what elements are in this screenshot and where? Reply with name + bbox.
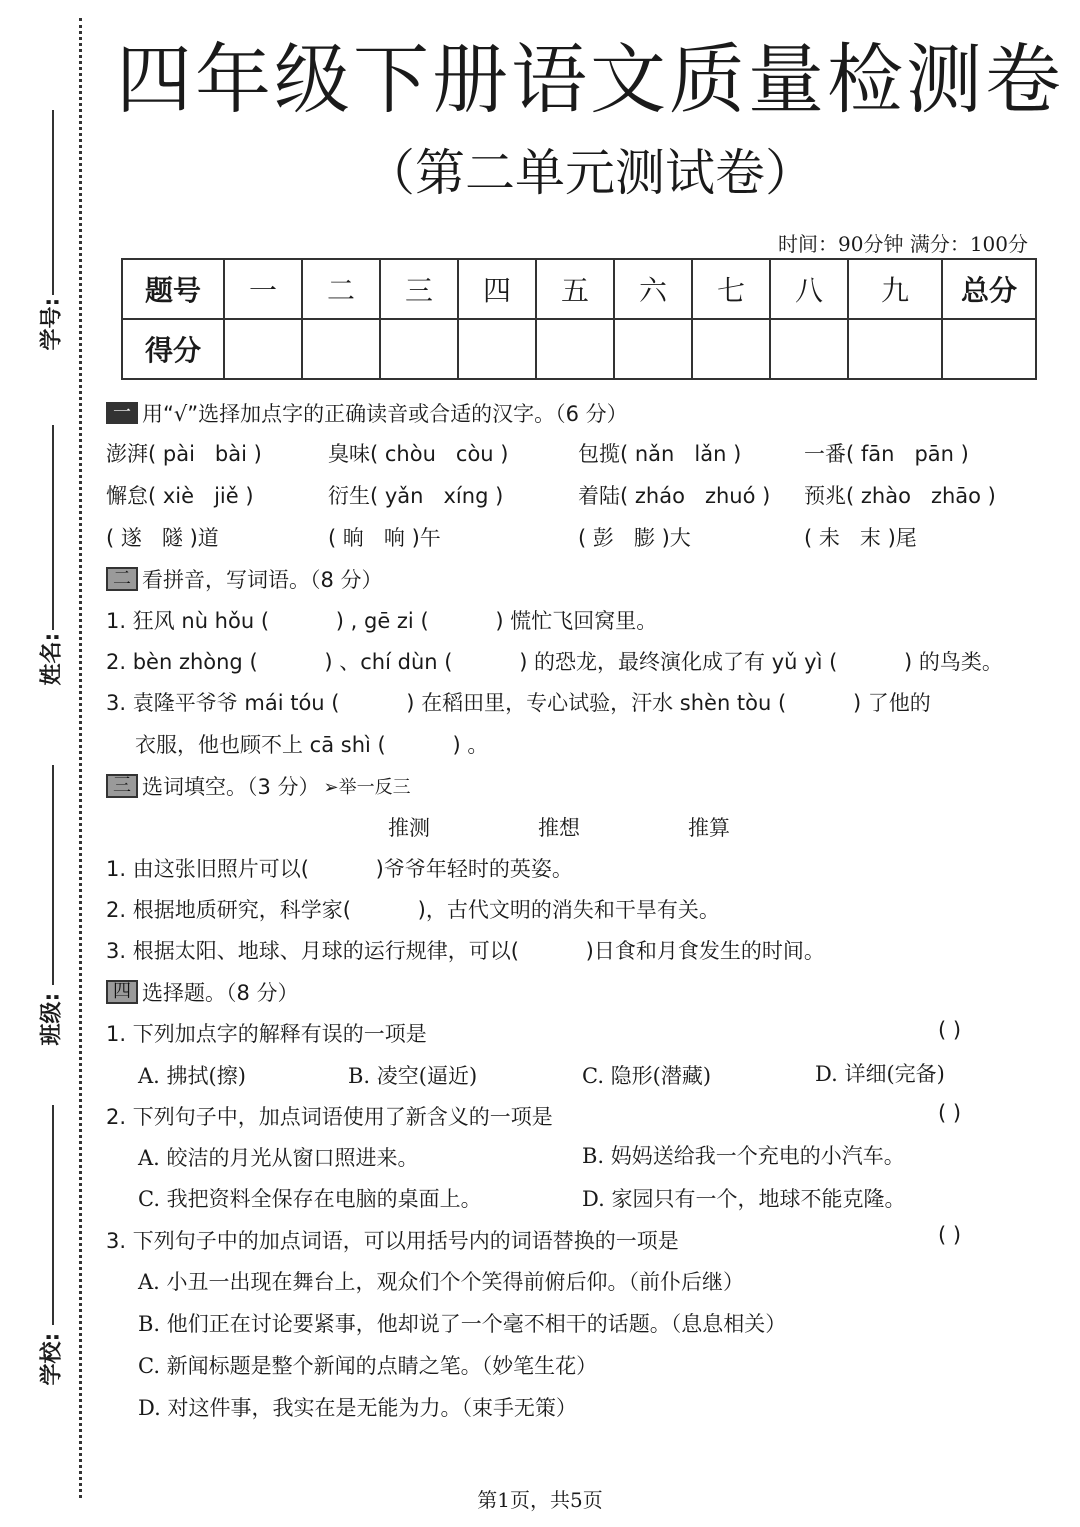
class-label: 班级: <box>39 992 65 1046</box>
question-line[interactable]: 2. bèn zhòng ( ) 、chí dùn ( ) 的恐龙，最终演化成了有 yǔ yì ( ) 的鸟类。 <box>106 650 1003 674</box>
list-item: 懈怠( xiè jiě ) <box>106 484 254 508</box>
option-item: A. 拂拭(擦) <box>138 1064 246 1088</box>
table-cell: 五 <box>536 259 614 319</box>
answer-paren[interactable]: ( ) <box>938 1018 962 1042</box>
table-cell: 二 <box>302 259 380 319</box>
question-stem: 3. 下列句子中的加点词语，可以用括号内的词语替换的一项是 <box>106 1229 679 1253</box>
list-item: ( 彭 膨 )大 <box>578 526 691 550</box>
table-cell: 总分 <box>942 259 1036 319</box>
binding-dotted-line <box>79 18 82 1498</box>
option-item: A. 皎洁的月光从窗口照进来。 <box>138 1146 419 1170</box>
section-3-header <box>106 771 411 801</box>
table-cell: 三 <box>380 259 458 319</box>
table-cell: 得分 <box>122 319 224 379</box>
list-item: ( 遂 隧 )道 <box>106 526 219 550</box>
option-item: D. 家园只有一个，地球不能克隆。 <box>582 1187 906 1211</box>
score-input-cell[interactable] <box>536 319 614 379</box>
question-line[interactable]: 1. 由这张旧照片可以( )爷爷年轻时的英姿。 <box>106 857 573 881</box>
score-input-cell[interactable] <box>458 319 536 379</box>
section-4-header <box>106 977 299 1007</box>
score-input-cell[interactable] <box>770 319 848 379</box>
page-subtitle: （第二单元测试卷） <box>365 144 815 202</box>
question-stem: 2. 下列句子中，加点词语使用了新含义的一项是 <box>106 1105 553 1129</box>
list-item: 衍生( yǎn xíng ) <box>328 484 504 508</box>
time-info: 时间：90分钟 满分：100分 <box>778 232 1028 256</box>
score-input-cell[interactable] <box>942 319 1036 379</box>
answer-paren[interactable]: ( ) <box>938 1101 962 1125</box>
score-input-cell[interactable] <box>692 319 770 379</box>
word-option: 推想 <box>538 816 580 840</box>
question-line[interactable]: 3. 袁隆平爷爷 mái tóu ( ) 在稻田里，专心试验，汗水 shèn tòu ( ) 了他的 <box>106 691 931 715</box>
question-line[interactable]: 1. 狂风 nù hǒu ( ) , gē zi ( ) 慌忙飞回窝里。 <box>106 609 658 633</box>
table-cell: 一 <box>224 259 302 319</box>
list-item: 澎湃( pài bài ) <box>106 442 262 466</box>
table-cell: 八 <box>770 259 848 319</box>
section-1-badge: 一 <box>106 402 138 424</box>
section-2-badge: 二 <box>106 567 138 591</box>
table-cell: 六 <box>614 259 692 319</box>
list-item: 包揽( nǎn lǎn ) <box>578 442 742 466</box>
option-item: C. 新闻标题是整个新闻的点睛之笔。（妙笔生花） <box>138 1354 598 1378</box>
section-2-header <box>106 564 383 594</box>
list-item: 一番( fān pān ) <box>804 442 969 466</box>
score-table-header-row <box>122 259 1036 319</box>
section-4-badge: 四 <box>106 980 138 1004</box>
table-cell: 题号 <box>122 259 224 319</box>
option-item: A. 小丑一出现在舞台上，观众们个个笑得前俯后仰。（前仆后继） <box>138 1270 745 1294</box>
answer-paren[interactable]: ( ) <box>938 1223 962 1247</box>
score-table <box>121 258 1037 380</box>
score-input-cell[interactable] <box>302 319 380 379</box>
score-input-cell[interactable] <box>848 319 942 379</box>
option-item: C. 隐形(潜藏) <box>582 1064 712 1088</box>
name-label: 姓名: <box>39 632 65 686</box>
list-item: 着陆( zháo zhuó ) <box>578 484 771 508</box>
school-line <box>52 1105 54 1325</box>
table-cell: 九 <box>848 259 942 319</box>
list-item: 预兆( zhào zhāo ) <box>804 484 996 508</box>
section-4-title: 选择题。（8 分） <box>142 981 299 1005</box>
name-line <box>52 425 54 630</box>
question-line[interactable]: 衣服，他也顾不上 cā shì ( ) 。 <box>135 733 489 757</box>
word-option: 推测 <box>388 816 430 840</box>
name-field[interactable] <box>20 425 70 695</box>
list-item: 臭味( chòu còu ) <box>328 442 509 466</box>
score-input-cell[interactable] <box>380 319 458 379</box>
section-1-header <box>106 398 628 428</box>
student-number-line <box>52 110 54 295</box>
question-line[interactable]: 2. 根据地质研究，科学家( )，古代文明的消失和干旱有关。 <box>106 898 720 922</box>
word-option: 推算 <box>688 816 730 840</box>
option-item: B. 凌空(逼近) <box>348 1064 478 1088</box>
score-table-score-row <box>122 319 1036 379</box>
list-item: ( 未 末 )尾 <box>804 526 917 550</box>
option-item: D. 对这件事，我实在是无能为力。（束手无策） <box>138 1396 577 1420</box>
table-cell: 四 <box>458 259 536 319</box>
section-3-title: 选词填空。（3 分） <box>142 775 320 799</box>
question-line[interactable]: 3. 根据太阳、地球、月球的运行规律，可以( )日食和月食发生的时间。 <box>106 939 825 963</box>
page-footer: 第1页，共5页 <box>477 1488 603 1512</box>
option-item: D. 详细(完备) <box>815 1062 945 1086</box>
section-1-title: 用“√”选择加点字的正确读音或合适的汉字。（6 分） <box>142 402 628 426</box>
list-item: ( 晌 响 )午 <box>328 526 441 550</box>
section-2-title: 看拼音，写词语。（8 分） <box>142 568 383 592</box>
table-cell: 七 <box>692 259 770 319</box>
score-input-cell[interactable] <box>614 319 692 379</box>
section-1-items <box>106 438 1026 568</box>
school-field[interactable] <box>20 1105 70 1405</box>
page-title: 四年级下册语文质量检测卷 <box>116 35 1064 124</box>
option-item: B. 他们正在讨论要紧事，他却说了一个毫不相干的话题。（息息相关） <box>138 1312 787 1336</box>
section-3-tag: ➢举一反三 <box>323 777 411 798</box>
option-item: B. 妈妈送给我一个充电的小汽车。 <box>582 1144 905 1168</box>
class-field[interactable] <box>20 765 70 1065</box>
student-number-label: 学号: <box>39 297 65 351</box>
school-label: 学校: <box>39 1332 65 1386</box>
class-line <box>52 765 54 985</box>
question-stem: 1. 下列加点字的解释有误的一项是 <box>106 1022 427 1046</box>
student-number-field[interactable] <box>20 110 70 350</box>
section-3-badge: 三 <box>106 774 138 798</box>
option-item: C. 我把资料全保存在电脑的桌面上。 <box>138 1187 482 1211</box>
score-input-cell[interactable] <box>224 319 302 379</box>
